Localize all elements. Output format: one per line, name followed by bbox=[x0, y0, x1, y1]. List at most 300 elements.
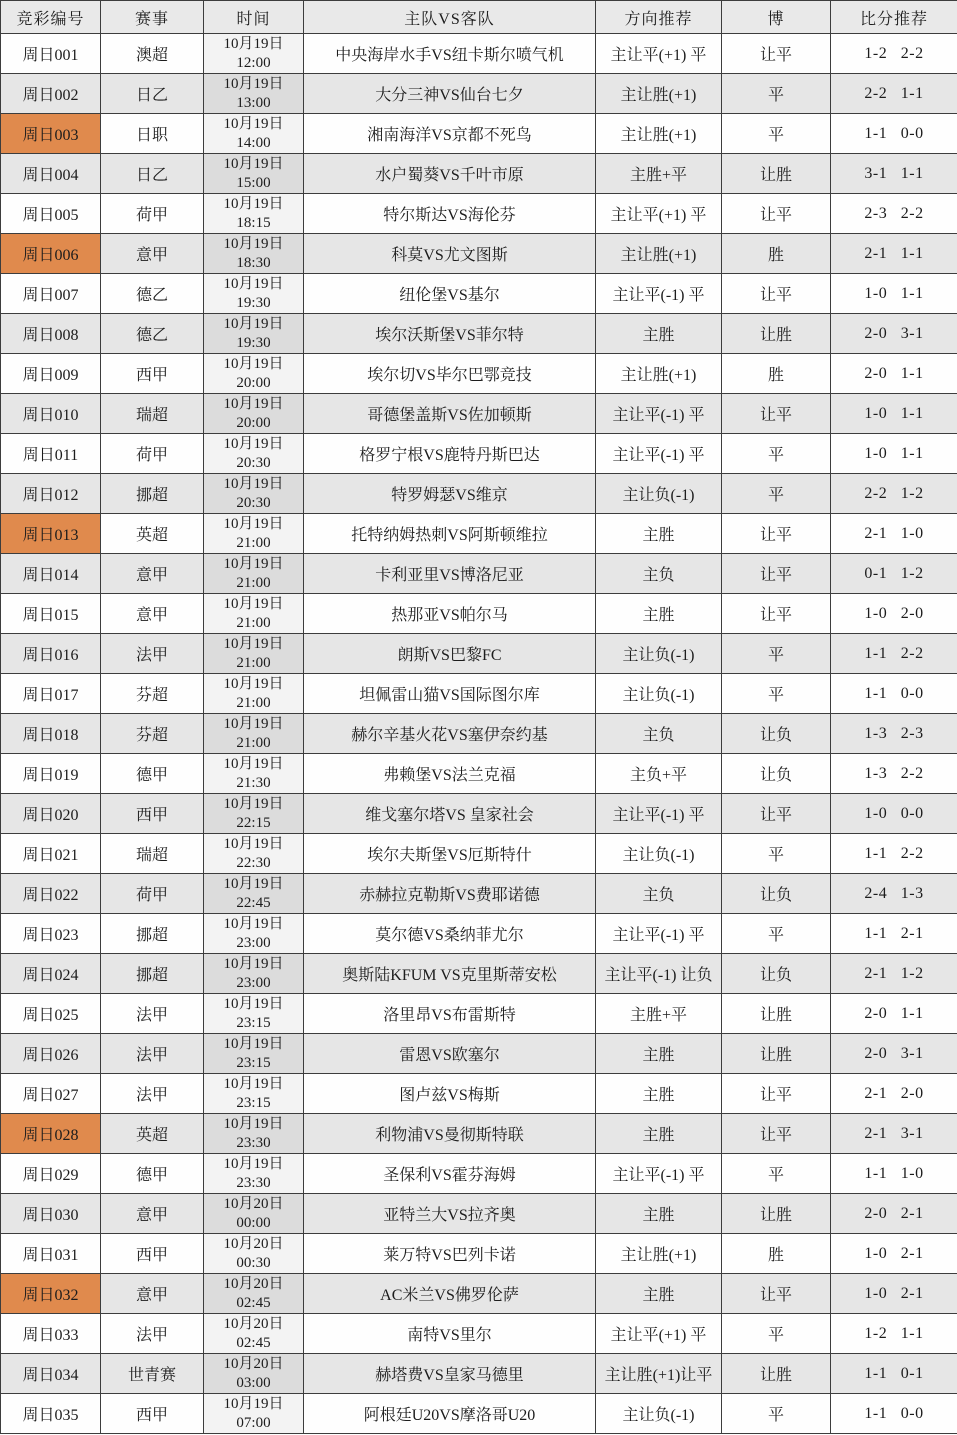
cell-time bbox=[204, 874, 304, 914]
table-row bbox=[1, 1234, 957, 1274]
cell-score-recommendation: 1-0 0-0 bbox=[831, 794, 957, 834]
cell-match: AC米兰VS佛罗伦萨 bbox=[304, 1274, 596, 1314]
cell-direction-recommendation: 主让平(-1) 平 bbox=[596, 274, 722, 314]
kickoff-time: 23:30 bbox=[236, 1174, 271, 1191]
cell-league: 德甲 bbox=[101, 754, 204, 794]
cell-time bbox=[204, 594, 304, 634]
cell-league: 意甲 bbox=[101, 1274, 204, 1314]
match-date: 10月20日 bbox=[223, 1315, 284, 1332]
table-row bbox=[1, 234, 957, 274]
match-date: 10月19日 bbox=[223, 395, 284, 412]
cell-match: 坦佩雷山猫VS国际图尔库 bbox=[304, 674, 596, 714]
table-row bbox=[1, 434, 957, 474]
cell-match: 纽伦堡VS基尔 bbox=[304, 274, 596, 314]
table-row bbox=[1, 1034, 957, 1074]
cell-lottery-number: 周日006 bbox=[1, 234, 101, 274]
cell-direction-recommendation: 主让负(-1) bbox=[596, 474, 722, 514]
cell-lottery-number: 周日035 bbox=[1, 1394, 101, 1434]
cell-match: 阿根廷U20VS摩洛哥U20 bbox=[304, 1394, 596, 1434]
cell-time bbox=[204, 634, 304, 674]
table-row bbox=[1, 674, 957, 714]
cell-league: 法甲 bbox=[101, 1314, 204, 1354]
cell-score-recommendation: 2-0 3-1 bbox=[831, 314, 957, 354]
kickoff-time: 21:00 bbox=[236, 734, 271, 751]
cell-time bbox=[204, 74, 304, 114]
cell-league: 瑞超 bbox=[101, 834, 204, 874]
cell-lottery-number: 周日030 bbox=[1, 1194, 101, 1234]
cell-match: 亚特兰大VS拉齐奥 bbox=[304, 1194, 596, 1234]
cell-score-recommendation: 2-0 1-1 bbox=[831, 354, 957, 394]
cell-lottery-number: 周日022 bbox=[1, 874, 101, 914]
match-date: 10月19日 bbox=[223, 155, 284, 172]
cell-bet: 平 bbox=[722, 74, 831, 114]
cell-time bbox=[204, 1314, 304, 1354]
header-score-recommendation: 比分推荐 bbox=[831, 1, 957, 34]
match-date: 10月19日 bbox=[223, 715, 284, 732]
match-date: 10月19日 bbox=[223, 1155, 284, 1172]
match-date: 10月19日 bbox=[223, 875, 284, 892]
cell-score-recommendation: 2-1 1-2 bbox=[831, 954, 957, 994]
cell-direction-recommendation: 主胜 bbox=[596, 1074, 722, 1114]
cell-score-recommendation: 1-1 1-0 bbox=[831, 1154, 957, 1194]
kickoff-time: 20:00 bbox=[236, 414, 271, 431]
cell-time bbox=[204, 1154, 304, 1194]
kickoff-time: 14:00 bbox=[236, 134, 271, 151]
cell-match: 洛里昂VS布雷斯特 bbox=[304, 994, 596, 1034]
cell-score-recommendation: 1-0 1-1 bbox=[831, 434, 957, 474]
match-date: 10月19日 bbox=[223, 115, 284, 132]
match-date: 10月19日 bbox=[223, 435, 284, 452]
table-row bbox=[1, 154, 957, 194]
kickoff-time: 23:15 bbox=[236, 1094, 271, 1111]
cell-direction-recommendation: 主让平(-1) 让负 bbox=[596, 954, 722, 994]
cell-lottery-number: 周日009 bbox=[1, 354, 101, 394]
cell-lottery-number: 周日032 bbox=[1, 1274, 101, 1314]
table-row bbox=[1, 114, 957, 154]
kickoff-time: 07:00 bbox=[236, 1414, 271, 1431]
match-date: 10月19日 bbox=[223, 1395, 284, 1412]
table-row bbox=[1, 834, 957, 874]
cell-lottery-number: 周日001 bbox=[1, 34, 101, 74]
cell-direction-recommendation: 主让平(+1) 平 bbox=[596, 194, 722, 234]
cell-bet: 让平 bbox=[722, 34, 831, 74]
kickoff-time: 20:30 bbox=[236, 494, 271, 511]
cell-lottery-number: 周日017 bbox=[1, 674, 101, 714]
table-row bbox=[1, 1394, 957, 1434]
cell-match: 南特VS里尔 bbox=[304, 1314, 596, 1354]
cell-direction-recommendation: 主胜 bbox=[596, 1194, 722, 1234]
cell-lottery-number: 周日028 bbox=[1, 1114, 101, 1154]
cell-bet: 让平 bbox=[722, 514, 831, 554]
cell-league: 德乙 bbox=[101, 274, 204, 314]
cell-bet: 让胜 bbox=[722, 314, 831, 354]
cell-direction-recommendation: 主负 bbox=[596, 874, 722, 914]
header-match: 主队VS客队 bbox=[304, 1, 596, 34]
cell-lottery-number: 周日033 bbox=[1, 1314, 101, 1354]
kickoff-time: 21:00 bbox=[236, 694, 271, 711]
cell-bet: 让胜 bbox=[722, 1034, 831, 1074]
match-date: 10月19日 bbox=[223, 35, 284, 52]
cell-direction-recommendation: 主让平(+1) 平 bbox=[596, 1314, 722, 1354]
match-date: 10月19日 bbox=[223, 955, 284, 972]
table-row bbox=[1, 874, 957, 914]
cell-lottery-number: 周日010 bbox=[1, 394, 101, 434]
kickoff-time: 22:30 bbox=[236, 854, 271, 871]
cell-score-recommendation: 2-0 2-1 bbox=[831, 1194, 957, 1234]
cell-time bbox=[204, 834, 304, 874]
cell-score-recommendation: 1-2 2-2 bbox=[831, 34, 957, 74]
cell-score-recommendation: 3-1 1-1 bbox=[831, 154, 957, 194]
cell-time bbox=[204, 1274, 304, 1314]
cell-lottery-number: 周日027 bbox=[1, 1074, 101, 1114]
match-date: 10月19日 bbox=[223, 675, 284, 692]
cell-match: 莫尔德VS桑纳菲尤尔 bbox=[304, 914, 596, 954]
cell-match: 水户蜀葵VS千叶市原 bbox=[304, 154, 596, 194]
cell-score-recommendation: 1-2 1-1 bbox=[831, 1314, 957, 1354]
cell-league: 英超 bbox=[101, 1114, 204, 1154]
cell-bet: 让胜 bbox=[722, 154, 831, 194]
header-row bbox=[1, 1, 957, 34]
table-row bbox=[1, 1194, 957, 1234]
kickoff-time: 21:00 bbox=[236, 534, 271, 551]
cell-score-recommendation: 1-0 2-1 bbox=[831, 1234, 957, 1274]
table-row bbox=[1, 634, 957, 674]
cell-lottery-number: 周日005 bbox=[1, 194, 101, 234]
cell-league: 意甲 bbox=[101, 234, 204, 274]
kickoff-time: 12:00 bbox=[236, 54, 271, 71]
cell-direction-recommendation: 主让胜(+1) bbox=[596, 74, 722, 114]
cell-bet: 让平 bbox=[722, 1274, 831, 1314]
cell-match: 赤赫拉克勒斯VS费耶诺德 bbox=[304, 874, 596, 914]
cell-lottery-number: 周日007 bbox=[1, 274, 101, 314]
cell-time bbox=[204, 234, 304, 274]
cell-lottery-number: 周日014 bbox=[1, 554, 101, 594]
table-row bbox=[1, 1114, 957, 1154]
cell-match: 特罗姆瑟VS维京 bbox=[304, 474, 596, 514]
table-row bbox=[1, 914, 957, 954]
cell-lottery-number: 周日025 bbox=[1, 994, 101, 1034]
kickoff-time: 22:45 bbox=[236, 894, 271, 911]
match-date: 10月19日 bbox=[223, 1075, 284, 1092]
cell-bet: 让负 bbox=[722, 714, 831, 754]
match-date: 10月19日 bbox=[223, 635, 284, 652]
cell-score-recommendation: 1-1 0-0 bbox=[831, 1394, 957, 1434]
cell-score-recommendation: 2-0 1-1 bbox=[831, 994, 957, 1034]
cell-time bbox=[204, 194, 304, 234]
header-direction-recommendation: 方向推荐 bbox=[596, 1, 722, 34]
match-date: 10月19日 bbox=[223, 75, 284, 92]
cell-bet: 平 bbox=[722, 634, 831, 674]
match-date: 10月19日 bbox=[223, 355, 284, 372]
cell-league: 法甲 bbox=[101, 994, 204, 1034]
cell-direction-recommendation: 主让负(-1) bbox=[596, 634, 722, 674]
cell-match: 特尔斯达VS海伦芬 bbox=[304, 194, 596, 234]
cell-direction-recommendation: 主让胜(+1)让平 bbox=[596, 1354, 722, 1394]
match-date: 10月19日 bbox=[223, 1115, 284, 1132]
cell-score-recommendation: 1-1 2-2 bbox=[831, 834, 957, 874]
cell-lottery-number: 周日021 bbox=[1, 834, 101, 874]
cell-score-recommendation: 2-2 1-2 bbox=[831, 474, 957, 514]
table-row bbox=[1, 994, 957, 1034]
cell-match: 弗赖堡VS法兰克福 bbox=[304, 754, 596, 794]
kickoff-time: 22:15 bbox=[236, 814, 271, 831]
cell-bet: 平 bbox=[722, 834, 831, 874]
cell-score-recommendation: 2-2 1-1 bbox=[831, 74, 957, 114]
cell-bet: 让平 bbox=[722, 1114, 831, 1154]
cell-bet: 让平 bbox=[722, 794, 831, 834]
cell-direction-recommendation: 主胜+平 bbox=[596, 994, 722, 1034]
cell-league: 德乙 bbox=[101, 314, 204, 354]
match-date: 10月19日 bbox=[223, 275, 284, 292]
cell-bet: 让胜 bbox=[722, 1194, 831, 1234]
cell-time bbox=[204, 994, 304, 1034]
cell-score-recommendation: 2-3 2-2 bbox=[831, 194, 957, 234]
table-row bbox=[1, 794, 957, 834]
table-row bbox=[1, 514, 957, 554]
cell-direction-recommendation: 主胜 bbox=[596, 314, 722, 354]
cell-time bbox=[204, 434, 304, 474]
cell-match: 格罗宁根VS鹿特丹斯巴达 bbox=[304, 434, 596, 474]
cell-lottery-number: 周日002 bbox=[1, 74, 101, 114]
cell-lottery-number: 周日024 bbox=[1, 954, 101, 994]
cell-time bbox=[204, 674, 304, 714]
match-date: 10月19日 bbox=[223, 515, 284, 532]
kickoff-time: 19:30 bbox=[236, 334, 271, 351]
cell-time bbox=[204, 1234, 304, 1274]
cell-direction-recommendation: 主让负(-1) bbox=[596, 674, 722, 714]
cell-match: 圣保利VS霍芬海姆 bbox=[304, 1154, 596, 1194]
cell-league: 荷甲 bbox=[101, 194, 204, 234]
cell-match: 利物浦VS曼彻斯特联 bbox=[304, 1114, 596, 1154]
cell-time bbox=[204, 1354, 304, 1394]
match-date: 10月19日 bbox=[223, 195, 284, 212]
cell-score-recommendation: 1-1 2-2 bbox=[831, 634, 957, 674]
cell-direction-recommendation: 主胜 bbox=[596, 1114, 722, 1154]
cell-direction-recommendation: 主胜 bbox=[596, 514, 722, 554]
cell-bet: 平 bbox=[722, 434, 831, 474]
cell-bet: 平 bbox=[722, 114, 831, 154]
table-row bbox=[1, 274, 957, 314]
kickoff-time: 00:00 bbox=[236, 1214, 271, 1231]
cell-direction-recommendation: 主让平(+1) 平 bbox=[596, 34, 722, 74]
kickoff-time: 23:00 bbox=[236, 934, 271, 951]
cell-score-recommendation: 2-1 2-0 bbox=[831, 1074, 957, 1114]
kickoff-time: 21:30 bbox=[236, 774, 271, 791]
cell-league: 法甲 bbox=[101, 1074, 204, 1114]
cell-time bbox=[204, 1074, 304, 1114]
cell-match: 中央海岸水手VS纽卡斯尔喷气机 bbox=[304, 34, 596, 74]
kickoff-time: 18:15 bbox=[236, 214, 271, 231]
cell-bet: 让胜 bbox=[722, 994, 831, 1034]
cell-league: 芬超 bbox=[101, 714, 204, 754]
cell-lottery-number: 周日031 bbox=[1, 1234, 101, 1274]
cell-lottery-number: 周日013 bbox=[1, 514, 101, 554]
cell-lottery-number: 周日011 bbox=[1, 434, 101, 474]
cell-direction-recommendation: 主胜 bbox=[596, 594, 722, 634]
cell-direction-recommendation: 主胜 bbox=[596, 1274, 722, 1314]
table-row bbox=[1, 474, 957, 514]
cell-lottery-number: 周日008 bbox=[1, 314, 101, 354]
kickoff-time: 23:30 bbox=[236, 1134, 271, 1151]
table-row bbox=[1, 394, 957, 434]
match-date: 10月20日 bbox=[223, 1355, 284, 1372]
table-row bbox=[1, 1154, 957, 1194]
cell-score-recommendation: 0-1 1-2 bbox=[831, 554, 957, 594]
kickoff-time: 23:00 bbox=[236, 974, 271, 991]
cell-league: 西甲 bbox=[101, 794, 204, 834]
cell-direction-recommendation: 主让负(-1) bbox=[596, 1394, 722, 1434]
table-row bbox=[1, 554, 957, 594]
cell-bet: 平 bbox=[722, 914, 831, 954]
kickoff-time: 19:30 bbox=[236, 294, 271, 311]
kickoff-time: 13:00 bbox=[236, 94, 271, 111]
table-row bbox=[1, 314, 957, 354]
cell-match: 埃尔夫斯堡VS厄斯特什 bbox=[304, 834, 596, 874]
cell-time bbox=[204, 914, 304, 954]
cell-direction-recommendation: 主负 bbox=[596, 554, 722, 594]
cell-bet: 让平 bbox=[722, 594, 831, 634]
cell-match: 哥德堡盖斯VS佐加顿斯 bbox=[304, 394, 596, 434]
cell-lottery-number: 周日019 bbox=[1, 754, 101, 794]
cell-direction-recommendation: 主让平(-1) 平 bbox=[596, 914, 722, 954]
cell-league: 日乙 bbox=[101, 154, 204, 194]
cell-direction-recommendation: 主让胜(+1) bbox=[596, 234, 722, 274]
cell-bet: 平 bbox=[722, 474, 831, 514]
cell-league: 芬超 bbox=[101, 674, 204, 714]
table-row bbox=[1, 194, 957, 234]
cell-score-recommendation: 1-0 1-1 bbox=[831, 274, 957, 314]
table-row bbox=[1, 1074, 957, 1114]
match-date: 10月19日 bbox=[223, 555, 284, 572]
header-league: 赛事 bbox=[101, 1, 204, 34]
cell-time bbox=[204, 1194, 304, 1234]
cell-direction-recommendation: 主胜+平 bbox=[596, 154, 722, 194]
cell-bet: 让负 bbox=[722, 954, 831, 994]
cell-time bbox=[204, 754, 304, 794]
cell-time bbox=[204, 354, 304, 394]
kickoff-time: 23:15 bbox=[236, 1054, 271, 1071]
cell-bet: 平 bbox=[722, 1314, 831, 1354]
cell-lottery-number: 周日012 bbox=[1, 474, 101, 514]
cell-league: 法甲 bbox=[101, 1034, 204, 1074]
cell-bet: 胜 bbox=[722, 1234, 831, 1274]
cell-direction-recommendation: 主让胜(+1) bbox=[596, 114, 722, 154]
cell-league: 荷甲 bbox=[101, 874, 204, 914]
cell-time bbox=[204, 554, 304, 594]
cell-score-recommendation: 1-1 0-1 bbox=[831, 1354, 957, 1394]
cell-score-recommendation: 1-3 2-3 bbox=[831, 714, 957, 754]
cell-match: 奥斯陆KFUM VS克里斯蒂安松 bbox=[304, 954, 596, 994]
cell-match: 雷恩VS欧塞尔 bbox=[304, 1034, 596, 1074]
cell-match: 图卢兹VS梅斯 bbox=[304, 1074, 596, 1114]
kickoff-time: 21:00 bbox=[236, 614, 271, 631]
cell-time bbox=[204, 954, 304, 994]
table-row bbox=[1, 594, 957, 634]
cell-match: 湘南海洋VS京都不死鸟 bbox=[304, 114, 596, 154]
cell-direction-recommendation: 主负 bbox=[596, 714, 722, 754]
cell-lottery-number: 周日003 bbox=[1, 114, 101, 154]
cell-bet: 让平 bbox=[722, 394, 831, 434]
cell-time bbox=[204, 34, 304, 74]
table-row bbox=[1, 714, 957, 754]
cell-score-recommendation: 1-0 1-1 bbox=[831, 394, 957, 434]
cell-direction-recommendation: 主让平(-1) 平 bbox=[596, 394, 722, 434]
cell-league: 意甲 bbox=[101, 1194, 204, 1234]
cell-time bbox=[204, 314, 304, 354]
cell-league: 西甲 bbox=[101, 354, 204, 394]
cell-time bbox=[204, 794, 304, 834]
cell-time bbox=[204, 114, 304, 154]
kickoff-time: 00:30 bbox=[236, 1254, 271, 1271]
header-lottery-number: 竞彩编号 bbox=[1, 1, 101, 34]
table-row bbox=[1, 754, 957, 794]
cell-lottery-number: 周日026 bbox=[1, 1034, 101, 1074]
header-time: 时间 bbox=[204, 1, 304, 34]
match-date: 10月20日 bbox=[223, 1235, 284, 1252]
header-bet: 博 bbox=[722, 1, 831, 34]
cell-league: 西甲 bbox=[101, 1394, 204, 1434]
table-row bbox=[1, 74, 957, 114]
cell-direction-recommendation: 主让胜(+1) bbox=[596, 354, 722, 394]
cell-direction-recommendation: 主让平(-1) 平 bbox=[596, 1154, 722, 1194]
cell-bet: 让胜 bbox=[722, 1354, 831, 1394]
cell-league: 澳超 bbox=[101, 34, 204, 74]
cell-score-recommendation: 1-1 0-0 bbox=[831, 114, 957, 154]
kickoff-time: 15:00 bbox=[236, 174, 271, 191]
cell-league: 意甲 bbox=[101, 554, 204, 594]
cell-bet: 让负 bbox=[722, 874, 831, 914]
cell-time bbox=[204, 274, 304, 314]
match-date: 10月19日 bbox=[223, 795, 284, 812]
cell-match: 科莫VS尤文图斯 bbox=[304, 234, 596, 274]
table-row bbox=[1, 1314, 957, 1354]
cell-match: 赫尔辛基火花VS塞伊奈约基 bbox=[304, 714, 596, 754]
cell-bet: 平 bbox=[722, 674, 831, 714]
cell-direction-recommendation: 主让平(-1) 平 bbox=[596, 434, 722, 474]
cell-match: 维戈塞尔塔VS 皇家社会 bbox=[304, 794, 596, 834]
cell-score-recommendation: 2-1 1-0 bbox=[831, 514, 957, 554]
cell-match: 卡利亚里VS博洛尼亚 bbox=[304, 554, 596, 594]
table-row bbox=[1, 1274, 957, 1314]
match-date: 10月19日 bbox=[223, 755, 284, 772]
cell-score-recommendation: 2-0 3-1 bbox=[831, 1034, 957, 1074]
cell-league: 世青赛 bbox=[101, 1354, 204, 1394]
cell-time bbox=[204, 1114, 304, 1154]
table-row bbox=[1, 954, 957, 994]
cell-time bbox=[204, 714, 304, 754]
cell-time bbox=[204, 1034, 304, 1074]
table-row bbox=[1, 34, 957, 74]
cell-bet: 让负 bbox=[722, 754, 831, 794]
cell-bet: 胜 bbox=[722, 354, 831, 394]
cell-match: 朗斯VS巴黎FC bbox=[304, 634, 596, 674]
cell-bet: 平 bbox=[722, 1394, 831, 1434]
cell-match: 埃尔切VS毕尔巴鄂竞技 bbox=[304, 354, 596, 394]
cell-direction-recommendation: 主让负(-1) bbox=[596, 834, 722, 874]
kickoff-time: 20:30 bbox=[236, 454, 271, 471]
cell-match: 莱万特VS巴列卡诺 bbox=[304, 1234, 596, 1274]
cell-league: 荷甲 bbox=[101, 434, 204, 474]
cell-bet: 胜 bbox=[722, 234, 831, 274]
cell-lottery-number: 周日018 bbox=[1, 714, 101, 754]
cell-time bbox=[204, 514, 304, 554]
cell-direction-recommendation: 主负+平 bbox=[596, 754, 722, 794]
match-date: 10月19日 bbox=[223, 315, 284, 332]
kickoff-time: 18:30 bbox=[236, 254, 271, 271]
match-date: 10月19日 bbox=[223, 995, 284, 1012]
cell-lottery-number: 周日004 bbox=[1, 154, 101, 194]
cell-league: 瑞超 bbox=[101, 394, 204, 434]
